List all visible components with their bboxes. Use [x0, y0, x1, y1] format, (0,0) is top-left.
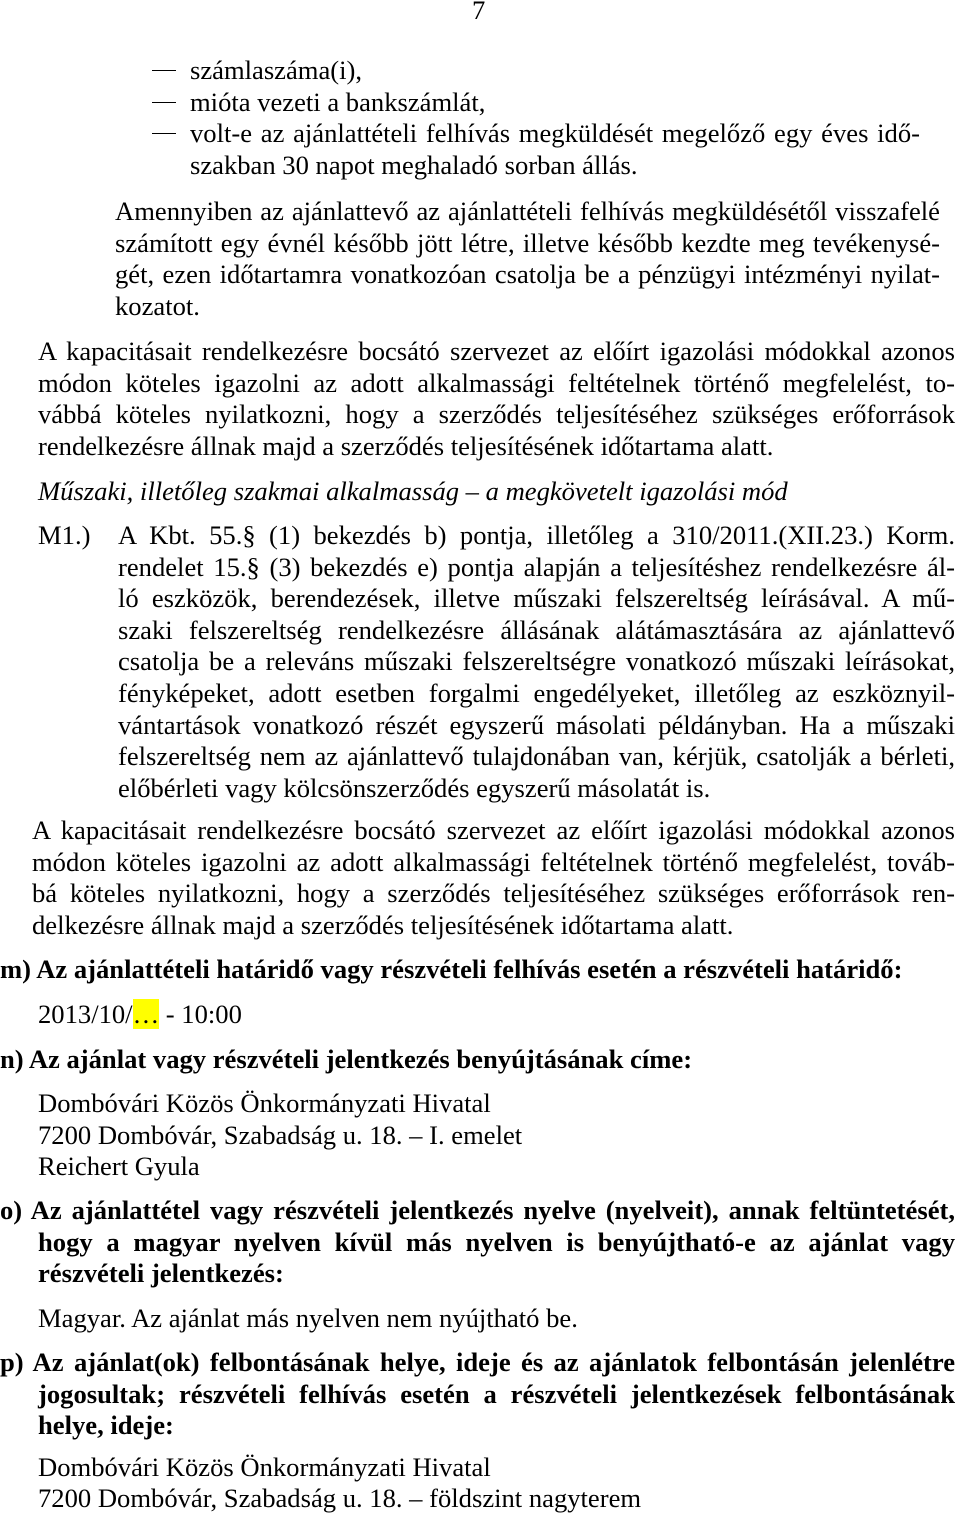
late-start-paragraph	[115, 196, 940, 322]
opening-address	[38, 1452, 641, 1514]
technical-suitability-heading: Műszaki, illetőleg szakmai alkalmasság – a megkövetelt igazolási mód	[38, 476, 788, 506]
dash-bullet-icon	[152, 102, 176, 103]
section-p-heading	[0, 1347, 955, 1442]
address-line: Reichert Gyula	[38, 1151, 200, 1182]
list-item	[0, 118, 920, 181]
text-line: módon köteles igazolni az adott alkalmassági feltételnek történő megfelelést, to-	[38, 367, 955, 398]
deadline-time: - 10:00	[159, 999, 242, 1029]
m1-label: M1.)	[38, 520, 91, 550]
deadline-placeholder-highlight: …	[132, 999, 160, 1029]
text-line: A kapacitásait rendelkezésre bocsátó szervezet az előírt igazolási módokkal azonos	[38, 336, 955, 366]
heading-line: részvételi jelentkezés:	[38, 1258, 284, 1289]
text-line: gét, ezen időtartamra vonatkozóan csatolja be a pénzügyi intézményi nyilat-	[115, 259, 940, 290]
submission-address	[38, 1088, 522, 1183]
heading-line: helye, ideje:	[38, 1410, 174, 1441]
capacity-paragraph	[38, 336, 955, 462]
text-line: szakban 30 napot meghaladó sorban állás.	[190, 149, 638, 180]
text-line: kozatot.	[115, 290, 200, 321]
heading-line: hogy a magyar nyelven kívül más nyelven is benyújtható-e az ajánlat vagy	[38, 1226, 955, 1257]
m1-requirement	[118, 520, 955, 804]
text-line: ló eszközök, berendezések, illetve műszaki felszereltség leírásával. A mű-	[118, 583, 955, 614]
text-line: rendelet 15.§ (3) bekezdés e) pontja alapján a teljesítéshez rendelkezésre ál-	[118, 551, 955, 582]
deadline-value	[38, 999, 242, 1031]
text-line: számlaszáma(i),	[190, 55, 363, 85]
text-line: módon köteles igazolni az adott alkalmassági feltételnek történő megfelelést, továb-	[32, 846, 955, 877]
text-line: vábbá köteles nyilatkozni, hogy a szerződés teljesítéséhez szükséges erőforrások	[38, 399, 955, 430]
text-line: felszereltség nem az ajánlattevő tulajdonában van, kérjük, csatolják a bérleti,	[118, 741, 955, 772]
section-n-heading: n) Az ajánlat vagy részvételi jelentkezés benyújtásának címe:	[0, 1044, 693, 1074]
capacity-paragraph	[32, 815, 955, 941]
dash-bullet-icon	[152, 70, 176, 71]
dash-bullet-icon	[152, 133, 176, 134]
page-number: 7	[472, 0, 486, 25]
text-line: bá köteles nyilatkozni, hogy a szerződés teljesítéséhez szükséges erőforrások ren-	[32, 878, 955, 909]
text-line: fényképeket, adott esetben forgalmi engedélyeket, illetőleg az eszköznyil-	[118, 677, 955, 708]
text-line: Amennyiben az ajánlattevő az ajánlattételi felhívás megküldésétől visszafelé	[115, 196, 940, 226]
heading-line: o) Az ajánlattétel vagy részvételi jelentkezés nyelve (nyelveit), annak feltüntetését,	[0, 1195, 955, 1225]
address-line: Dombóvári Közös Önkormányzati Hivatal	[38, 1088, 491, 1118]
text-line: A kapacitásait rendelkezésre bocsátó szervezet az előírt igazolási módokkal azonos	[32, 815, 955, 845]
heading-line: p) Az ajánlat(ok) felbontásának helye, ideje és az ajánlatok felbontásán jelenlétre	[0, 1347, 955, 1377]
section-m-heading: m) Az ajánlattételi határidő vagy részvételi felhívás esetén a részvételi határidő:	[0, 954, 903, 984]
text-line: delkezésre állnak majd a szerződés teljesítésének időtartama alatt.	[32, 909, 734, 940]
language-answer: Magyar. Az ajánlat más nyelven nem nyújtható be.	[38, 1303, 578, 1333]
text-line: számított egy évnél később jött létre, illetve később kezdte meg tevékenysé-	[115, 227, 940, 258]
text-line: A Kbt. 55.§ (1) bekezdés b) pontja, illetőleg a 310/2011.(XII.23.) Korm.	[118, 520, 955, 550]
list-item	[0, 55, 920, 87]
text-line: csatolja be a releváns műszaki felszereltségre vonatkozó műszaki leírásokat,	[118, 646, 955, 677]
text-line: rendelkezésre állnak majd a szerződés teljesítésének időtartama alatt.	[38, 430, 774, 461]
text-line: volt-e az ajánlattételi felhívás megküldését megelőző egy éves idő-	[190, 118, 920, 149]
text-line: előbérleti vagy kölcsönszerződés egyszerű másolatát is.	[118, 772, 711, 803]
list-item	[0, 87, 920, 119]
section-o-heading	[0, 1195, 955, 1290]
deadline-date-prefix: 2013/10/	[38, 999, 133, 1029]
text-line: vántartások vonatkozó részét egyszerű másolati példányban. Ha a műszaki	[118, 709, 955, 740]
heading-line: jogosultak; részvételi felhívás esetén a részvételi jelentkezések felbontásának	[38, 1378, 955, 1409]
text-line: szaki felszereltség rendelkezésre állásának alátámasztására az ajánlattevő	[118, 614, 955, 645]
address-line: 7200 Dombóvár, Szabadság u. 18. – földszint nagyterem	[38, 1483, 642, 1513]
address-line: 7200 Dombóvár, Szabadság u. 18. – I. emelet	[38, 1119, 523, 1150]
text-line: mióta vezeti a bankszámlát,	[190, 86, 486, 117]
bullet-list	[0, 55, 920, 181]
address-line: Dombóvári Közös Önkormányzati Hivatal	[38, 1452, 491, 1482]
